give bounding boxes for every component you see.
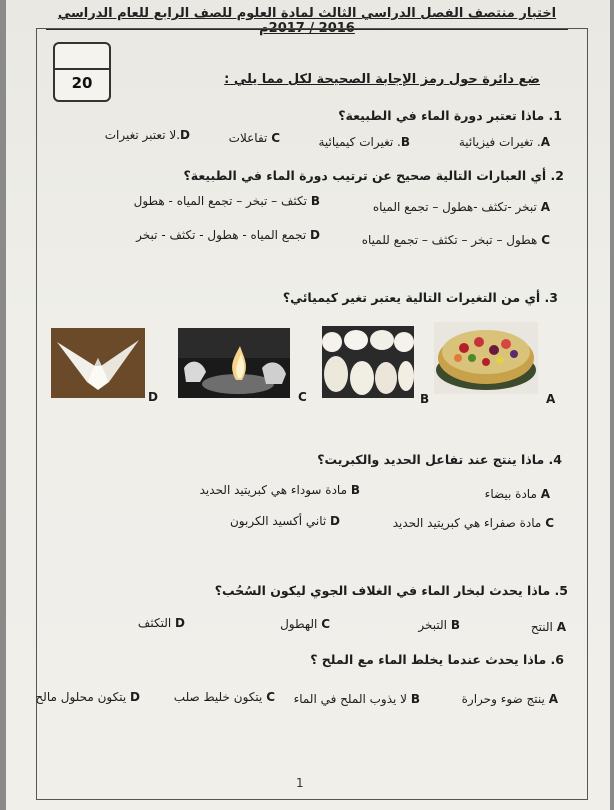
burning-paper-image[interactable] [178, 328, 290, 398]
q1-option-b[interactable]: B. تغيرات كيميائية [318, 135, 410, 149]
q4-option-b[interactable]: B مادة سوداء هي كبريتيد الحديد [199, 483, 360, 497]
q6-option-d[interactable]: D يتكون محلول مالح [35, 690, 140, 704]
fruit-cake-image[interactable] [434, 322, 538, 394]
question-3: 3. أي من التغيرات التالية يعتبر تغير كيميائي؟ [282, 290, 558, 305]
q6-option-a[interactable]: A ينتج ضوء وحرارة [461, 692, 558, 706]
question-1: 1. ماذا تعتبر دورة الماء في الطبيعة؟ [338, 108, 562, 123]
q4-option-a[interactable]: A مادة بيضاء [484, 487, 550, 501]
q6-option-c[interactable]: C يتكون خليط صلب [173, 690, 275, 704]
q4-option-c[interactable]: C مادة صفراء هي كبريتيد الحديد [392, 516, 554, 530]
exam-header [46, 4, 568, 36]
q2-option-b[interactable]: B تكثف – تبخر – تجمع المياه - هطول [133, 194, 320, 208]
total-score: 20 [71, 74, 93, 92]
page-number: 1 [296, 776, 304, 790]
question-2: 2. أي العبارات التالية صحيح عن ترتيب دورة الماء في الطبيعة؟ [183, 168, 564, 183]
question-5: 5. ماذا يحدث لبخار الماء في الغلاف الجوي ليكون السُحُب؟ [214, 583, 568, 598]
q2-option-a[interactable]: A تبخر -تكثف -هطول – تجمع المياه [372, 200, 550, 214]
exam-title: اختبار منتصف الفصل الدراسي الثالث لمادة العلوم للصف الرابع للعام الدراسي 2016 / 2017م [57, 6, 557, 36]
exam-sheet [6, 0, 610, 810]
q1-option-d[interactable]: D.لا تعتبر تغيرات [104, 128, 190, 142]
q5-option-b[interactable]: B التبخر [418, 618, 460, 632]
q5-option-c[interactable]: C الهطول [280, 617, 330, 631]
q2-option-d[interactable]: D تجمع المياه - هطول - تكثف - تبخر [136, 228, 320, 242]
q3-option-d-letter[interactable]: D [148, 390, 158, 404]
score-divider [55, 68, 109, 70]
q5-option-d[interactable]: D التكثف [137, 616, 185, 630]
q6-option-b[interactable]: B لا يذوب الملح في الماء [293, 692, 420, 706]
q1-option-c[interactable]: C تفاعلات [228, 131, 280, 145]
question-6: 6. ماذا يحدث عندما يخلط الماء مع الملح ؟ [310, 652, 564, 667]
q1-option-a[interactable]: A. تغيرات فيزيائية [458, 135, 550, 149]
q3-option-c-letter[interactable]: C [298, 390, 307, 404]
q3-option-b-letter[interactable]: B [420, 392, 430, 406]
q3-option-a-letter[interactable]: A [546, 392, 556, 406]
q5-option-a[interactable]: A النتح [530, 620, 566, 634]
question-4: 4. ماذا ينتج عند تفاعل الحديد والكبريت؟ [317, 452, 562, 467]
q2-option-c[interactable]: C هطول – تبخر – تكثف – تجمع للمياه [361, 233, 550, 247]
q4-option-d[interactable]: D ثاني أكسيد الكربون [229, 514, 340, 528]
folded-paper-image[interactable] [51, 328, 145, 398]
instruction: ضع دائرة حول رمز الإجابة الصحيحة لكل مما يلي : [224, 72, 540, 87]
sliced-bread-image[interactable] [322, 326, 414, 398]
score-box [53, 42, 111, 102]
